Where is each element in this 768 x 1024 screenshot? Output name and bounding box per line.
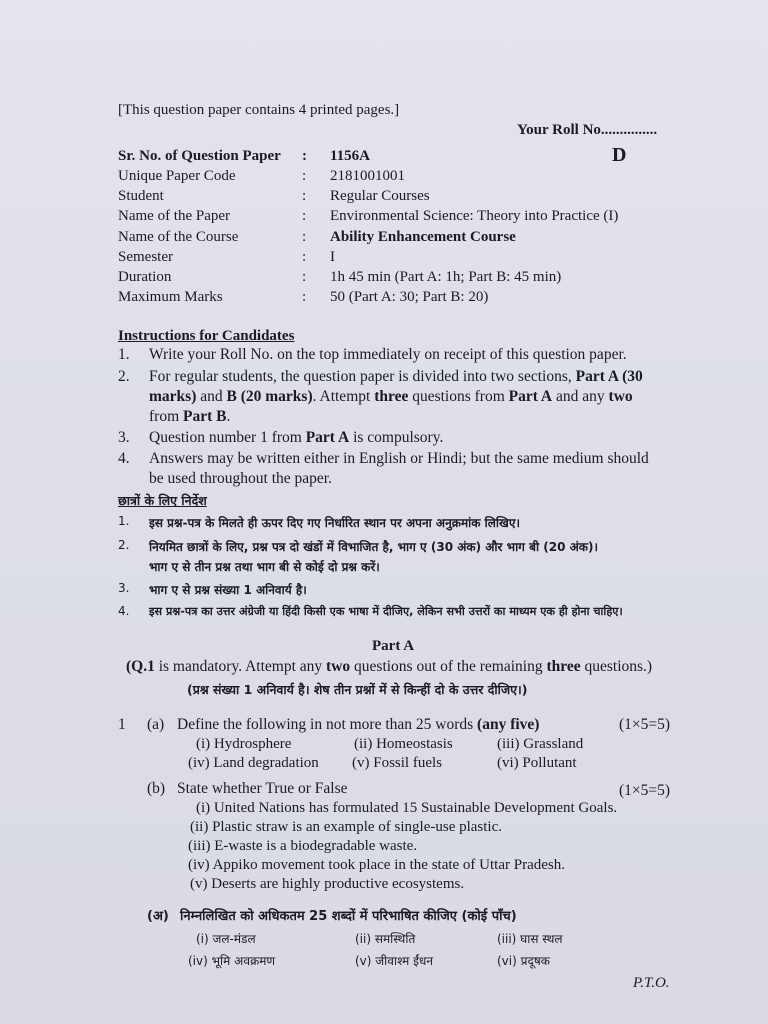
meta-label: Student bbox=[118, 188, 164, 204]
true-false-item: (v) Deserts are highly productive ecosystems. bbox=[190, 876, 465, 892]
instruction-emphasis: Part A bbox=[508, 388, 553, 405]
meta-label: Unique Paper Code bbox=[118, 168, 236, 184]
hindi-define-item: (iv) भूमि अवक्रमण bbox=[188, 954, 276, 968]
instruction-2-line-3 bbox=[149, 408, 230, 426]
hindi-instruction-4: इस प्रश्न-पत्र का उत्तर अंग्रेजी या हिंदी किसी एक भाषा में दीजिए, लेकिन सभी उत्तरों का माध्यम एक ही होना चाहिए। bbox=[149, 605, 623, 618]
instruction-number: 2. bbox=[118, 368, 130, 385]
true-false-item: (i) United Nations has formulated 15 Sustainable Development Goals. bbox=[196, 800, 618, 816]
instruction-text: . bbox=[226, 408, 231, 425]
define-item: (vi) Pollutant bbox=[497, 755, 577, 771]
instruction-emphasis: B (20 marks) bbox=[226, 388, 313, 405]
meta-colon: : bbox=[302, 188, 307, 204]
instruction-number: 1. bbox=[118, 346, 130, 363]
instruction-text: questions from bbox=[412, 388, 505, 405]
meta-value: 1h 45 min (Part A: 1h; Part B: 45 min) bbox=[330, 269, 562, 285]
note-text: questions.) bbox=[584, 658, 653, 675]
instruction-text: Question number 1 from bbox=[149, 429, 302, 446]
define-item: (iii) Grassland bbox=[497, 736, 584, 752]
meta-label: Sr. No. of Question Paper bbox=[118, 148, 281, 164]
question-emphasis: (any five) bbox=[477, 716, 540, 733]
sub-question-label: (a) bbox=[147, 716, 165, 733]
instruction-text: For regular students, the question paper is divided into two sections, bbox=[149, 368, 572, 385]
part-a-note bbox=[126, 658, 652, 676]
meta-colon: : bbox=[302, 269, 307, 285]
meta-value: 1156A bbox=[330, 148, 371, 164]
hindi-define-item: (i) जल-मंडल bbox=[196, 932, 256, 946]
meta-colon: : bbox=[302, 148, 307, 164]
meta-label: Name of the Paper bbox=[118, 208, 231, 224]
meta-colon: : bbox=[302, 208, 307, 224]
define-item: (iv) Land degradation bbox=[188, 755, 319, 771]
instruction-emphasis: three bbox=[374, 388, 409, 405]
meta-value: 2181001001 bbox=[330, 168, 405, 184]
hindi-instruction-2-line-1: नियमित छात्रों के लिए, प्रश्न पत्र दो खंडों में विभाजित है, भाग ए (30 अंक) और भाग बी (20 अंक)। bbox=[149, 540, 599, 554]
meta-value: Regular Courses bbox=[330, 188, 430, 204]
true-false-item: (iv) Appiko movement took place in the state of Uttar Pradesh. bbox=[188, 857, 565, 873]
marks: (1×5=5) bbox=[619, 782, 671, 799]
instruction-text: and any bbox=[556, 388, 605, 405]
meta-label: Duration bbox=[118, 269, 172, 285]
hindi-question-text: निम्नलिखित को अधिकतम 25 शब्दों में परिभाषित कीजिए (कोई पाँच) bbox=[180, 909, 517, 924]
hindi-sub-question-label: (अ) bbox=[147, 909, 169, 924]
instruction-text: and bbox=[200, 388, 223, 405]
hindi-instruction-3: भाग ए से प्रश्न संख्या 1 अनिवार्य है। bbox=[149, 583, 307, 597]
meta-colon: : bbox=[302, 289, 307, 305]
hindi-define-item: (ii) समस्थिति bbox=[355, 932, 416, 946]
instruction-emphasis: Part B bbox=[183, 408, 227, 425]
note-text: questions out of the remaining bbox=[354, 658, 543, 675]
instruction-number: 3. bbox=[118, 429, 130, 446]
instruction-1: Write your Roll No. on the top immediately on receipt of this question paper. bbox=[149, 346, 627, 363]
instruction-4-line-1: Answers may be written either in English or Hindi; but the same medium should bbox=[149, 450, 649, 467]
instruction-text: from bbox=[149, 408, 180, 425]
meta-label: Semester bbox=[118, 249, 173, 265]
meta-colon: : bbox=[302, 249, 307, 265]
meta-value: 50 (Part A: 30; Part B: 20) bbox=[330, 289, 489, 305]
set-letter: D bbox=[612, 144, 627, 166]
part-a-note-hindi: (प्रश्न संख्या 1 अनिवार्य है। शेष तीन प्रश्नों में से किन्हीं दो के उत्तर दीजिए।) bbox=[187, 682, 528, 697]
instruction-3 bbox=[149, 429, 443, 447]
instruction-text: is compulsory. bbox=[353, 429, 444, 446]
true-false-item: (ii) Plastic straw is an example of single-use plastic. bbox=[190, 819, 503, 835]
meta-label: Name of the Course bbox=[118, 229, 239, 245]
pto-note: P.T.O. bbox=[633, 975, 670, 991]
instruction-number: 4. bbox=[118, 450, 130, 467]
roll-no-field: Your Roll No............... bbox=[517, 122, 658, 138]
instruction-2-line-1 bbox=[149, 368, 643, 386]
page-count-note: [This question paper contains 4 printed pages.] bbox=[118, 102, 400, 118]
meta-value: Ability Enhancement Course bbox=[330, 229, 516, 245]
hindi-instruction-number: 4. bbox=[118, 604, 130, 618]
hindi-instruction-2-line-2: भाग ए से तीन प्रश्न तथा भाग बी से कोई दो प्रश्न करें। bbox=[149, 560, 380, 574]
instruction-4-line-2: be used throughout the paper. bbox=[149, 470, 332, 487]
define-item: (ii) Homeostasis bbox=[354, 736, 453, 752]
marks: (1×5=5) bbox=[619, 716, 671, 733]
note-emphasis: three bbox=[546, 658, 581, 675]
part-a-title: Part A bbox=[372, 638, 415, 654]
instruction-text: . Attempt bbox=[312, 388, 371, 405]
note-text: is mandatory. Attempt any bbox=[158, 658, 323, 675]
instruction-emphasis: Part A bbox=[305, 429, 350, 446]
define-item: (i) Hydrosphere bbox=[196, 736, 292, 752]
question-1a-text bbox=[177, 716, 539, 734]
instruction-emphasis: marks) bbox=[149, 388, 197, 405]
hindi-instruction-number: 1. bbox=[118, 514, 130, 528]
note-emphasis: (Q.1 bbox=[126, 658, 155, 675]
instructions-heading: Instructions for Candidates bbox=[118, 328, 295, 344]
define-item: (v) Fossil fuels bbox=[352, 755, 442, 771]
instruction-2-line-2 bbox=[149, 388, 633, 406]
instruction-emphasis: two bbox=[608, 388, 633, 405]
meta-value: I bbox=[330, 249, 335, 265]
hindi-instruction-number: 2. bbox=[118, 538, 130, 552]
meta-colon: : bbox=[302, 229, 307, 245]
sub-question-label: (b) bbox=[147, 780, 166, 797]
hindi-define-item: (vi) प्रदूषक bbox=[497, 954, 550, 968]
true-false-item: (iii) E-waste is a biodegradable waste. bbox=[188, 838, 418, 854]
instruction-emphasis: Part A (30 bbox=[575, 368, 643, 385]
question-text: Define the following in not more than 25 words bbox=[177, 716, 474, 733]
meta-value: Environmental Science: Theory into Practice (I) bbox=[330, 208, 619, 224]
meta-label: Maximum Marks bbox=[118, 289, 223, 305]
meta-colon: : bbox=[302, 168, 307, 184]
hindi-define-item: (iii) घास स्थल bbox=[497, 932, 563, 946]
hindi-instruction-number: 3. bbox=[118, 581, 130, 595]
question-number: 1 bbox=[118, 716, 126, 733]
hindi-define-item: (v) जीवाश्म ईंधन bbox=[355, 954, 434, 968]
note-emphasis: two bbox=[326, 658, 351, 675]
question-1b-text: State whether True or False bbox=[177, 780, 348, 797]
hindi-instructions-heading: छात्रों के लिए निर्देश bbox=[118, 493, 207, 508]
hindi-instruction-1: इस प्रश्न-पत्र के मिलते ही ऊपर दिए गए निर्धारित स्थान पर अपना अनुक्रमांक लिखिए। bbox=[149, 516, 521, 530]
